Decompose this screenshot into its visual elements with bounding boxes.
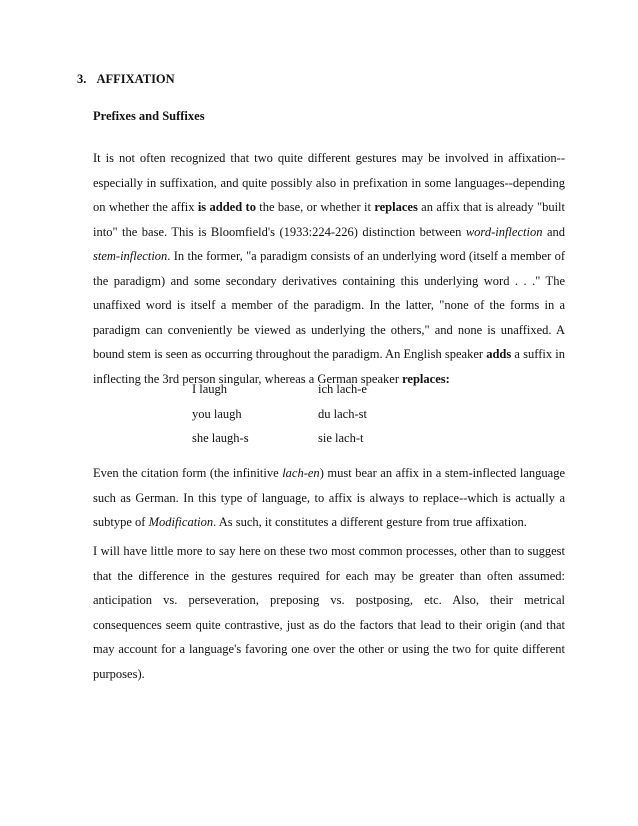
german-form: du lach-st (318, 406, 367, 421)
paragraph-1-text: the base, or whether it (255, 200, 375, 214)
italic-term: lach-en (282, 466, 320, 480)
section-number: 3. (77, 72, 87, 86)
section-title: AFFIXATION (96, 72, 175, 86)
paragraph-2-text: ) must bear an affix in a stem-inflected language such as German. In this type of language, to affix is always to replace--which is actually a subtype of (93, 466, 565, 529)
italic-term: stem-inflection (93, 249, 168, 263)
paragraph-1-text: an affix that is already "built into" the base. This is Bloomfield's (1933:224-226) distinction between (93, 200, 566, 239)
italic-term: Modification (148, 515, 214, 529)
english-form: you laugh (192, 406, 242, 421)
paragraph-2 (93, 461, 565, 535)
bold-phrase: replaces: (402, 371, 450, 386)
paragraph-1-text: . In the former, "a paradigm consists of an underlying word (itself a member of the paradigm) and some secondary derivatives containing this underlying word . . ." The unaffixed word is itself a member of the paradigm. In the latter, "none of the forms in a paradigm can conveniently be viewed as underlying the others," and none is unaffixed. A bound stem is seen as occurring throughout the paradigm. An English speaker (93, 249, 565, 361)
paragraph-1-text: a suffix in inflecting the 3rd person singular, whereas a German speaker (93, 347, 565, 386)
example-row (192, 377, 492, 402)
paragraph-1 (93, 146, 565, 391)
subsection-title: Prefixes and Suffixes (93, 109, 205, 123)
paragraph-3: I will have little more to say here on these two most common processes, other than to suggest that the difference in the gestures required for each may be greater than often assumed: anticipation vs. perseveration, preposing vs. postposing, etc. Also, their metrical consequences seem quite contrastive, just as do the factors that lead to their origin (and that may account for a language's favoring one over the other or using the two for quite different purposes). (93, 544, 565, 681)
english-form: I laugh (192, 382, 228, 396)
bold-phrase: replaces (374, 200, 418, 214)
german-form: sie lach-t (318, 431, 364, 445)
english-form: she laugh-s (192, 431, 249, 445)
example-row (192, 402, 492, 427)
italic-term: word-inflection (465, 224, 543, 239)
bold-phrase: adds (486, 347, 512, 361)
paragraph-2-text: . As such, it constitutes a different gesture from true affixation. (213, 515, 527, 529)
german-form: ich lach-e (318, 382, 367, 396)
paragraph-2-text: Even the citation form (the infinitive (93, 466, 283, 480)
paradigm-examples (192, 377, 492, 451)
bold-phrase: is added to (197, 200, 256, 214)
example-row (192, 426, 492, 451)
paragraph-1-text: It is not often recognized that two quite different gestures may be involved in affixation--especially in suffixation, and quite possibly also in prefixation in some languages--depending on whether the affix (93, 151, 565, 214)
section-heading (77, 72, 175, 87)
paragraph-1-text: and (542, 224, 565, 239)
